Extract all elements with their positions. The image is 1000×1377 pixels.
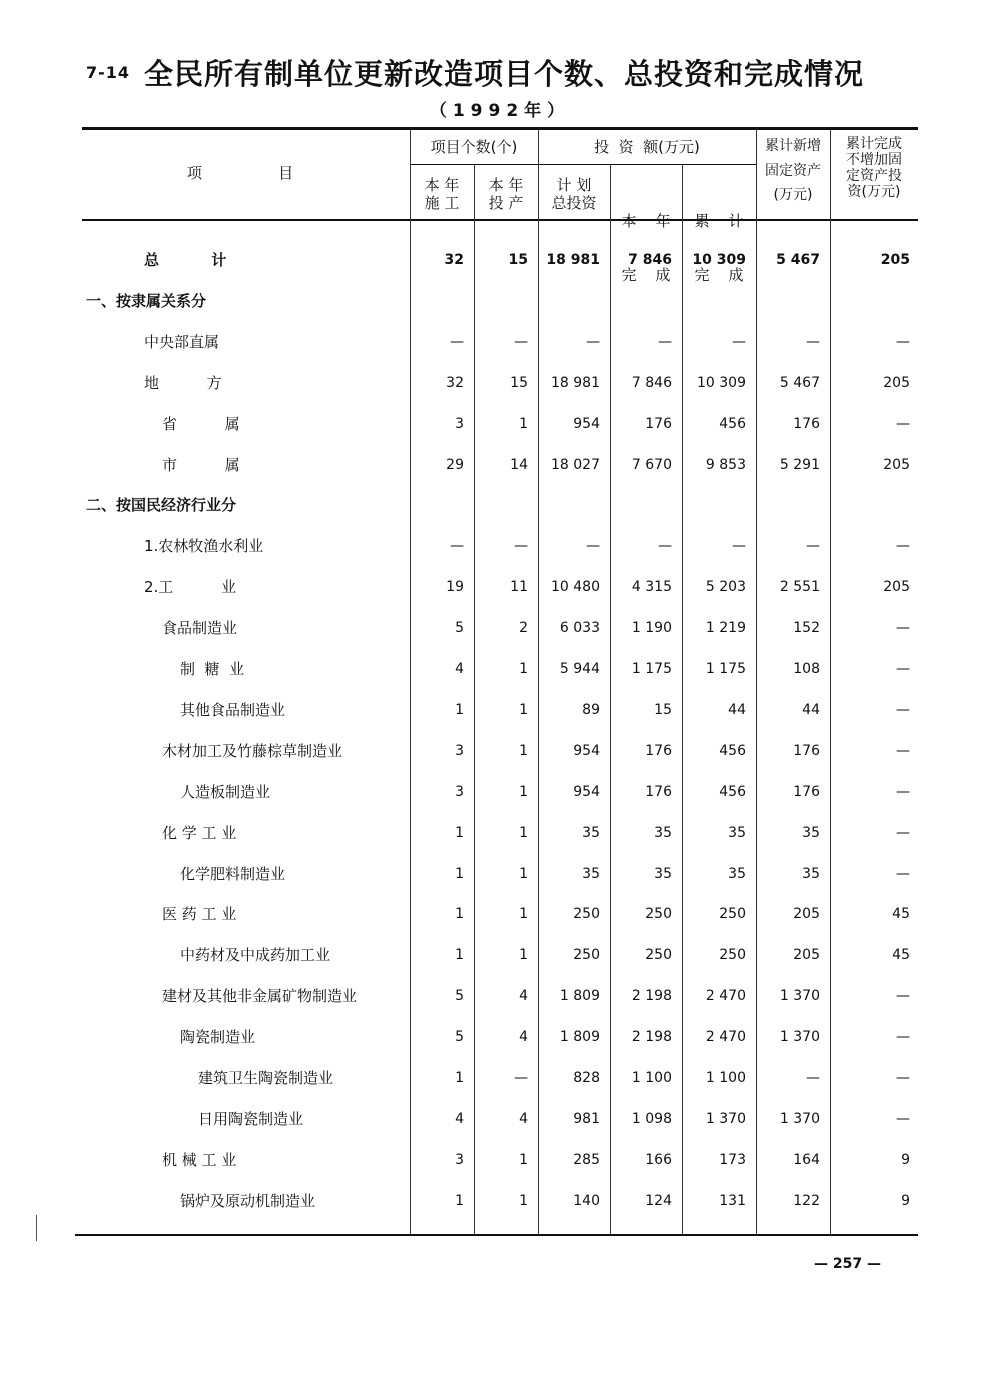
header-non-asset-investment <box>830 136 918 200</box>
row-value: 456 <box>719 784 746 800</box>
row-value: 131 <box>719 1193 746 1209</box>
row-value: 176 <box>645 784 672 800</box>
table-row <box>0 1145 1000 1175</box>
row-value: 2 198 <box>631 988 672 1004</box>
row-value: 1 <box>519 906 528 922</box>
row-value: 2 198 <box>631 1029 672 1045</box>
header-bottom-rule <box>82 219 918 221</box>
row-value: 1 <box>455 1070 464 1086</box>
header-sub-line: 计 划 <box>556 176 592 194</box>
row-value: — <box>896 538 910 554</box>
row-value: 122 <box>793 1193 820 1209</box>
row-value: 44 <box>728 702 746 718</box>
row-label: 总 计 <box>144 251 227 269</box>
row-value: 5 291 <box>779 457 820 473</box>
row-value: — <box>514 1070 528 1086</box>
table-row <box>0 613 1000 643</box>
header-non-asset-line: 资(万元) <box>847 184 901 200</box>
header-new-assets-line: 累计新增 <box>765 138 821 154</box>
row-value: 108 <box>793 661 820 677</box>
row-value: — <box>806 334 820 350</box>
row-value: 250 <box>645 906 672 922</box>
row-value: 205 <box>793 947 820 963</box>
row-value: 173 <box>719 1152 746 1168</box>
table-row <box>0 1186 1000 1216</box>
row-value: 4 <box>519 988 528 1004</box>
row-value: — <box>896 416 910 432</box>
row-value: 1 190 <box>631 620 672 636</box>
table-row <box>0 654 1000 684</box>
row-value: 18 027 <box>551 457 600 473</box>
header-sub-line: 本 年 <box>424 176 460 194</box>
table-row <box>0 409 1000 439</box>
row-value: 5 467 <box>776 252 820 268</box>
row-value: 18 981 <box>546 252 600 268</box>
row-value: 45 <box>892 906 910 922</box>
row-value: 176 <box>793 784 820 800</box>
header-sub-line: 本 年 <box>621 212 671 230</box>
row-value: 1 <box>455 825 464 841</box>
row-value: 9 <box>901 1152 910 1168</box>
row-value: 1 <box>519 661 528 677</box>
row-value: 176 <box>645 416 672 432</box>
row-value: 1 175 <box>705 661 746 677</box>
row-value: — <box>896 661 910 677</box>
row-value: 1 175 <box>631 661 672 677</box>
row-value: 1 <box>519 416 528 432</box>
row-value: 7 846 <box>631 375 672 391</box>
row-value: 1 <box>519 743 528 759</box>
row-value: — <box>450 538 464 554</box>
row-label: 医 药 工 业 <box>162 905 237 923</box>
row-value: 1 370 <box>779 1111 820 1127</box>
row-label: 食品制造业 <box>162 619 238 637</box>
row-value: 10 480 <box>551 579 600 595</box>
row-value: 2 470 <box>705 1029 746 1045</box>
row-value: 35 <box>728 825 746 841</box>
header-non-asset-line: 不增加固 <box>846 152 902 168</box>
row-value: — <box>514 538 528 554</box>
row-value: 5 <box>455 620 464 636</box>
year-subtitle: （1992年） <box>429 101 571 121</box>
row-value: 9 853 <box>705 457 746 473</box>
table-row <box>0 777 1000 807</box>
row-value: 250 <box>573 947 600 963</box>
row-value: 1 <box>519 1152 528 1168</box>
table-bottom-rule <box>75 1234 918 1236</box>
row-value: 35 <box>802 825 820 841</box>
table-row <box>0 327 1000 357</box>
row-value: 7 670 <box>631 457 672 473</box>
row-value: 1 <box>455 1193 464 1209</box>
row-value: 5 <box>455 988 464 1004</box>
row-value: 828 <box>573 1070 600 1086</box>
header-item: 项 目 <box>186 164 294 182</box>
row-value: 1 <box>519 825 528 841</box>
row-value: — <box>732 538 746 554</box>
row-value: — <box>896 1070 910 1086</box>
row-value: 10 309 <box>692 252 746 268</box>
row-label: 2.工 业 <box>144 578 236 596</box>
table-row <box>0 490 1000 520</box>
row-label: 1.农林牧渔水利业 <box>144 537 264 555</box>
row-value: 5 467 <box>779 375 820 391</box>
row-value: — <box>806 1070 820 1086</box>
header-investment: 投 资 额(万元) <box>594 138 700 156</box>
header-put-into-operation <box>474 176 538 212</box>
header-planned-total <box>538 176 610 212</box>
row-label: 化 学 工 业 <box>162 824 237 842</box>
row-label: 中药材及中成药加工业 <box>180 946 331 964</box>
row-label: 省 属 <box>162 415 240 433</box>
row-value: 1 100 <box>631 1070 672 1086</box>
table-row <box>0 695 1000 725</box>
row-value: 2 551 <box>779 579 820 595</box>
row-label: 其他食品制造业 <box>180 701 286 719</box>
table-row <box>0 859 1000 889</box>
row-value: — <box>586 538 600 554</box>
margin-mark <box>36 1215 37 1241</box>
row-value: 35 <box>802 866 820 882</box>
row-value: 7 846 <box>628 252 672 268</box>
row-value: 250 <box>719 947 746 963</box>
row-value: — <box>896 1111 910 1127</box>
row-value: 5 944 <box>559 661 600 677</box>
row-value: 250 <box>645 947 672 963</box>
row-value: 140 <box>573 1193 600 1209</box>
row-value: 166 <box>645 1152 672 1168</box>
row-label: 机 械 工 业 <box>162 1151 237 1169</box>
header-under-construction <box>410 176 474 212</box>
title-text: 全民所有制单位更新改造项目个数、总投资和完成情况 <box>144 56 865 91</box>
row-value: — <box>896 784 910 800</box>
row-value: 176 <box>793 416 820 432</box>
row-value: 35 <box>728 866 746 882</box>
row-value: — <box>896 866 910 882</box>
row-label: 陶瓷制造业 <box>180 1028 256 1046</box>
header-new-assets <box>756 138 830 203</box>
row-value: — <box>896 743 910 759</box>
header-sub-line: 完 成 <box>621 266 671 284</box>
row-value: 89 <box>582 702 600 718</box>
table-row <box>0 1104 1000 1134</box>
header-completed-this-year <box>610 176 682 302</box>
header-project-count: 项目个数(个) <box>430 138 518 156</box>
row-value: 1 370 <box>779 988 820 1004</box>
row-value: 2 470 <box>705 988 746 1004</box>
table-number: 7-14 <box>86 62 131 82</box>
row-value: 981 <box>573 1111 600 1127</box>
row-value: 205 <box>793 906 820 922</box>
header-new-assets-line: 固定资产 <box>765 163 821 179</box>
row-label: 日用陶瓷制造业 <box>198 1110 304 1128</box>
header-non-asset-line: 累计完成 <box>846 136 902 152</box>
header-sub-line: 本 年 <box>488 176 524 194</box>
row-value: 250 <box>573 906 600 922</box>
row-value: — <box>450 334 464 350</box>
row-value: — <box>586 334 600 350</box>
row-value: 3 <box>455 784 464 800</box>
row-value: — <box>896 1029 910 1045</box>
row-value: — <box>732 334 746 350</box>
row-value: 176 <box>645 743 672 759</box>
row-value: 6 033 <box>559 620 600 636</box>
row-value: 954 <box>573 784 600 800</box>
row-value: 18 981 <box>551 375 600 391</box>
header-sub-line: 总投资 <box>551 194 597 212</box>
table-row <box>0 531 1000 561</box>
row-value: — <box>896 825 910 841</box>
row-label: 锅炉及原动机制造业 <box>180 1192 316 1210</box>
table-row <box>0 450 1000 480</box>
row-label: 地 方 <box>144 374 222 392</box>
row-value: 15 <box>508 252 528 268</box>
table-row <box>0 368 1000 398</box>
header-new-assets-line: (万元) <box>773 187 813 203</box>
row-value: 205 <box>883 375 910 391</box>
group-divider-rule <box>410 164 756 165</box>
row-value: 44 <box>802 702 820 718</box>
row-label: 建材及其他非金属矿物制造业 <box>162 987 358 1005</box>
table-title <box>86 48 906 96</box>
row-value: 35 <box>654 866 672 882</box>
row-value: 1 <box>455 702 464 718</box>
row-value: 1 <box>519 1193 528 1209</box>
row-value: 1 <box>519 702 528 718</box>
row-value: 4 <box>455 661 464 677</box>
row-value: — <box>896 988 910 1004</box>
row-value: 456 <box>719 743 746 759</box>
row-value: 19 <box>446 579 464 595</box>
row-value: — <box>896 702 910 718</box>
row-value: 285 <box>573 1152 600 1168</box>
row-label: 化学肥料制造业 <box>180 865 286 883</box>
table-row <box>0 1063 1000 1093</box>
table-row <box>0 736 1000 766</box>
row-label: 木材加工及竹藤棕草制造业 <box>162 742 343 760</box>
row-value: 10 309 <box>697 375 746 391</box>
row-value: 1 <box>455 906 464 922</box>
row-value: 3 <box>455 416 464 432</box>
row-value: 1 <box>519 947 528 963</box>
row-value: 205 <box>883 457 910 473</box>
row-value: 4 <box>455 1111 464 1127</box>
row-label: 制 糖 业 <box>180 660 245 678</box>
row-label: 中央部直属 <box>144 333 220 351</box>
row-label: 市 属 <box>162 456 240 474</box>
table-row <box>0 286 1000 316</box>
header-sub-line: 施 工 <box>424 194 460 212</box>
row-value: — <box>806 538 820 554</box>
table-row <box>0 899 1000 929</box>
row-value: 1 <box>519 784 528 800</box>
row-value: 29 <box>446 457 464 473</box>
row-value: 1 098 <box>631 1111 672 1127</box>
header-sub-line: 投 产 <box>488 194 524 212</box>
row-value: 35 <box>654 825 672 841</box>
row-value: 45 <box>892 947 910 963</box>
table-row <box>0 940 1000 970</box>
row-value: 176 <box>793 743 820 759</box>
row-value: — <box>658 334 672 350</box>
row-value: 1 <box>519 866 528 882</box>
header-non-asset-line: 定资产投 <box>846 168 902 184</box>
row-value: 954 <box>573 743 600 759</box>
row-value: 35 <box>582 825 600 841</box>
table-row <box>0 572 1000 602</box>
row-value: 32 <box>446 375 464 391</box>
row-value: 2 <box>519 620 528 636</box>
row-value: 1 370 <box>705 1111 746 1127</box>
row-value: 15 <box>654 702 672 718</box>
header-top-rule <box>82 127 918 130</box>
row-value: — <box>658 538 672 554</box>
table-row <box>0 981 1000 1011</box>
row-value: 3 <box>455 1152 464 1168</box>
row-value: 9 <box>901 1193 910 1209</box>
row-value: — <box>896 334 910 350</box>
row-value: 152 <box>793 620 820 636</box>
row-value: — <box>896 620 910 636</box>
row-label: 二、按国民经济行业分 <box>86 496 237 514</box>
row-value: 954 <box>573 416 600 432</box>
row-value: 5 <box>455 1029 464 1045</box>
row-value: 4 <box>519 1029 528 1045</box>
header-sub-line: 完 成 <box>694 266 744 284</box>
table-row <box>0 245 1000 275</box>
row-value: 250 <box>719 906 746 922</box>
row-value: 4 315 <box>631 579 672 595</box>
row-value: 1 370 <box>779 1029 820 1045</box>
row-value: 1 219 <box>705 620 746 636</box>
row-value: 4 <box>519 1111 528 1127</box>
row-value: 1 809 <box>559 988 600 1004</box>
row-value: 15 <box>510 375 528 391</box>
table-row <box>0 818 1000 848</box>
row-value: 124 <box>645 1193 672 1209</box>
header-sub-line: 累 计 <box>694 212 744 230</box>
row-value: 3 <box>455 743 464 759</box>
page-number: — 257 — <box>814 1256 881 1272</box>
row-value: 205 <box>883 579 910 595</box>
row-value: 11 <box>510 579 528 595</box>
row-value: — <box>514 334 528 350</box>
header-completed-cumulative <box>682 176 756 302</box>
row-value: 14 <box>510 457 528 473</box>
row-label: 人造板制造业 <box>180 783 271 801</box>
row-value: 1 <box>455 866 464 882</box>
row-value: 35 <box>582 866 600 882</box>
row-value: 164 <box>793 1152 820 1168</box>
table-row <box>0 1022 1000 1052</box>
row-value: 5 203 <box>705 579 746 595</box>
row-value: 1 100 <box>705 1070 746 1086</box>
row-value: 1 809 <box>559 1029 600 1045</box>
row-label: 一、按隶属关系分 <box>86 292 207 310</box>
row-label: 建筑卫生陶瓷制造业 <box>198 1069 334 1087</box>
row-value: 1 <box>455 947 464 963</box>
row-value: 32 <box>444 252 464 268</box>
row-value: 205 <box>880 252 910 268</box>
row-value: 456 <box>719 416 746 432</box>
